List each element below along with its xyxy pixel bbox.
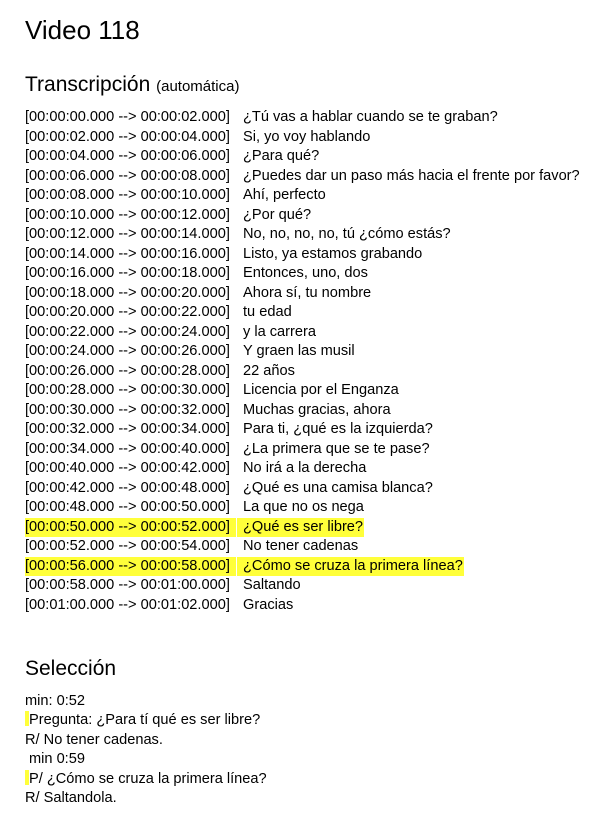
transcript-text: Ahí, perfecto	[243, 187, 326, 203]
transcript-text: ¿Por qué?	[243, 206, 312, 223]
transcript-text: ¿Para qué?	[243, 148, 320, 164]
transcript-row	[25, 420, 600, 440]
selection-line	[25, 711, 600, 730]
transcript-row	[25, 303, 600, 323]
selection-line	[25, 789, 600, 808]
transcript-text: Listo, ya estamos grabando	[243, 245, 423, 262]
transcript-text: ¿Qué es ser libre?	[237, 518, 364, 538]
selection-line-text: Pregunta: ¿Para tí qué es ser libre?	[29, 712, 261, 729]
transcript-row	[25, 537, 600, 557]
transcript-text: ¿Cómo se cruza la primera línea?	[237, 557, 464, 577]
transcript-timestamp: [00:00:48.000 --> 00:00:50.000]	[25, 499, 230, 515]
selection-heading: Selección	[25, 657, 117, 680]
transcript-timestamp: [00:00:02.000 --> 00:00:04.000]	[25, 128, 230, 145]
transcript-text: Saltando	[243, 577, 301, 593]
transcript-timestamp: [00:00:42.000 --> 00:00:48.000]	[25, 479, 230, 496]
selection-line-text: R/ No tener cadenas.	[25, 731, 163, 748]
transcript-text: tu edad	[243, 304, 292, 320]
transcript-timestamp: [00:00:22.000 --> 00:00:24.000]	[25, 323, 230, 340]
transcript-text: No, no, no, no, tú ¿cómo estás?	[243, 226, 451, 242]
transcript-row	[25, 401, 600, 421]
transcript-timestamp: [00:00:04.000 --> 00:00:06.000]	[25, 148, 230, 164]
selection-line	[25, 750, 600, 769]
transcript-timestamp: [00:00:50.000 --> 00:00:52.000]	[25, 518, 236, 538]
transcript-timestamp: [00:00:34.000 --> 00:00:40.000]	[25, 440, 230, 457]
transcript-text: Licencia por el Enganza	[243, 382, 399, 398]
transcript-timestamp: [00:00:18.000 --> 00:00:20.000]	[25, 284, 230, 301]
transcript-row	[25, 264, 600, 284]
transcription-heading	[25, 72, 239, 100]
transcript-row	[25, 498, 600, 518]
transcript-text: ¿Qué es una camisa blanca?	[243, 479, 433, 496]
transcript-row	[25, 167, 600, 187]
transcript-text: y la carrera	[243, 323, 316, 340]
transcript-timestamp: [00:00:32.000 --> 00:00:34.000]	[25, 421, 230, 437]
transcript-timestamp: [00:00:30.000 --> 00:00:32.000]	[25, 401, 230, 418]
transcript-row	[25, 323, 600, 343]
transcript-text: ¿La primera que se te pase?	[243, 440, 430, 457]
transcript-timestamp: [00:00:08.000 --> 00:00:10.000]	[25, 187, 230, 203]
transcript-timestamp: [00:00:14.000 --> 00:00:16.000]	[25, 245, 230, 262]
selection-line-text: min: 0:52	[25, 693, 86, 709]
transcript-timestamp: [00:00:28.000 --> 00:00:30.000]	[25, 382, 230, 398]
transcript-row	[25, 245, 600, 265]
transcript-row	[25, 459, 600, 479]
transcript-text: ¿Tú vas a hablar cuando se te graban?	[243, 109, 498, 125]
selection-line-text: R/ Saltandola.	[25, 789, 117, 806]
transcript-timestamp: [00:00:10.000 --> 00:00:12.000]	[25, 206, 230, 223]
transcript-text: La que no os nega	[243, 499, 364, 515]
transcript-row	[25, 479, 600, 499]
transcript-timestamp: [00:00:58.000 --> 00:01:00.000]	[25, 577, 230, 593]
transcript-timestamp: [00:00:16.000 --> 00:00:18.000]	[25, 265, 230, 281]
selection-line	[25, 731, 600, 750]
transcript-text: Muchas gracias, ahora	[243, 401, 391, 418]
transcript-timestamp: [00:00:06.000 --> 00:00:08.000]	[25, 167, 230, 184]
transcript-row	[25, 186, 600, 206]
transcript-timestamp: [00:00:26.000 --> 00:00:28.000]	[25, 362, 230, 379]
selection-list	[25, 692, 600, 808]
transcript-text: No irá a la derecha	[243, 460, 367, 476]
transcript-timestamp: [00:00:56.000 --> 00:00:58.000]	[25, 557, 236, 577]
selection-line-text: min 0:59	[29, 751, 85, 768]
selection-line-text: P/ ¿Cómo se cruza la primera línea?	[29, 770, 267, 787]
transcript-row-highlighted	[25, 518, 600, 538]
transcript-text: Si, yo voy hablando	[243, 128, 371, 145]
transcript-text: Entonces, uno, dos	[243, 265, 368, 281]
transcript-row	[25, 381, 600, 401]
transcript-timestamp: [00:00:20.000 --> 00:00:22.000]	[25, 304, 230, 320]
transcript-row	[25, 108, 600, 128]
transcript-timestamp: [00:00:00.000 --> 00:00:02.000]	[25, 109, 230, 125]
transcript-row	[25, 342, 600, 362]
transcript-row	[25, 225, 600, 245]
selection-line	[25, 692, 600, 711]
transcript-row	[25, 576, 600, 596]
transcript-text: No tener cadenas	[243, 538, 359, 554]
transcript-row	[25, 596, 600, 616]
transcript-timestamp: [00:00:40.000 --> 00:00:42.000]	[25, 460, 230, 476]
transcript-timestamp: [00:00:12.000 --> 00:00:14.000]	[25, 226, 230, 242]
transcript-row	[25, 284, 600, 304]
transcript-text: ¿Puedes dar un paso más hacia el frente por favor?	[243, 167, 580, 184]
transcript-timestamp: [00:00:52.000 --> 00:00:54.000]	[25, 538, 230, 554]
page-title: Video 118	[25, 15, 140, 45]
transcript-text: Para ti, ¿qué es la izquierda?	[243, 421, 433, 437]
transcript-row	[25, 147, 600, 167]
transcript-text: 22 años	[243, 362, 295, 379]
transcript-text: Ahora sí, tu nombre	[243, 284, 372, 301]
transcript-list	[25, 108, 600, 615]
transcript-row	[25, 206, 600, 226]
transcript-timestamp: [00:00:24.000 --> 00:00:26.000]	[25, 343, 230, 359]
transcript-row-highlighted	[25, 557, 600, 577]
transcription-heading-note: (automática)	[156, 78, 240, 95]
transcript-row	[25, 362, 600, 382]
transcript-text: Y graen las musil	[243, 343, 355, 359]
transcript-text: Gracias	[243, 596, 294, 613]
transcript-row	[25, 128, 600, 148]
selection-line	[25, 770, 600, 789]
transcript-timestamp: [00:01:00.000 --> 00:01:02.000]	[25, 596, 230, 613]
transcript-row	[25, 440, 600, 460]
transcription-heading-text: Transcripción	[25, 73, 151, 96]
